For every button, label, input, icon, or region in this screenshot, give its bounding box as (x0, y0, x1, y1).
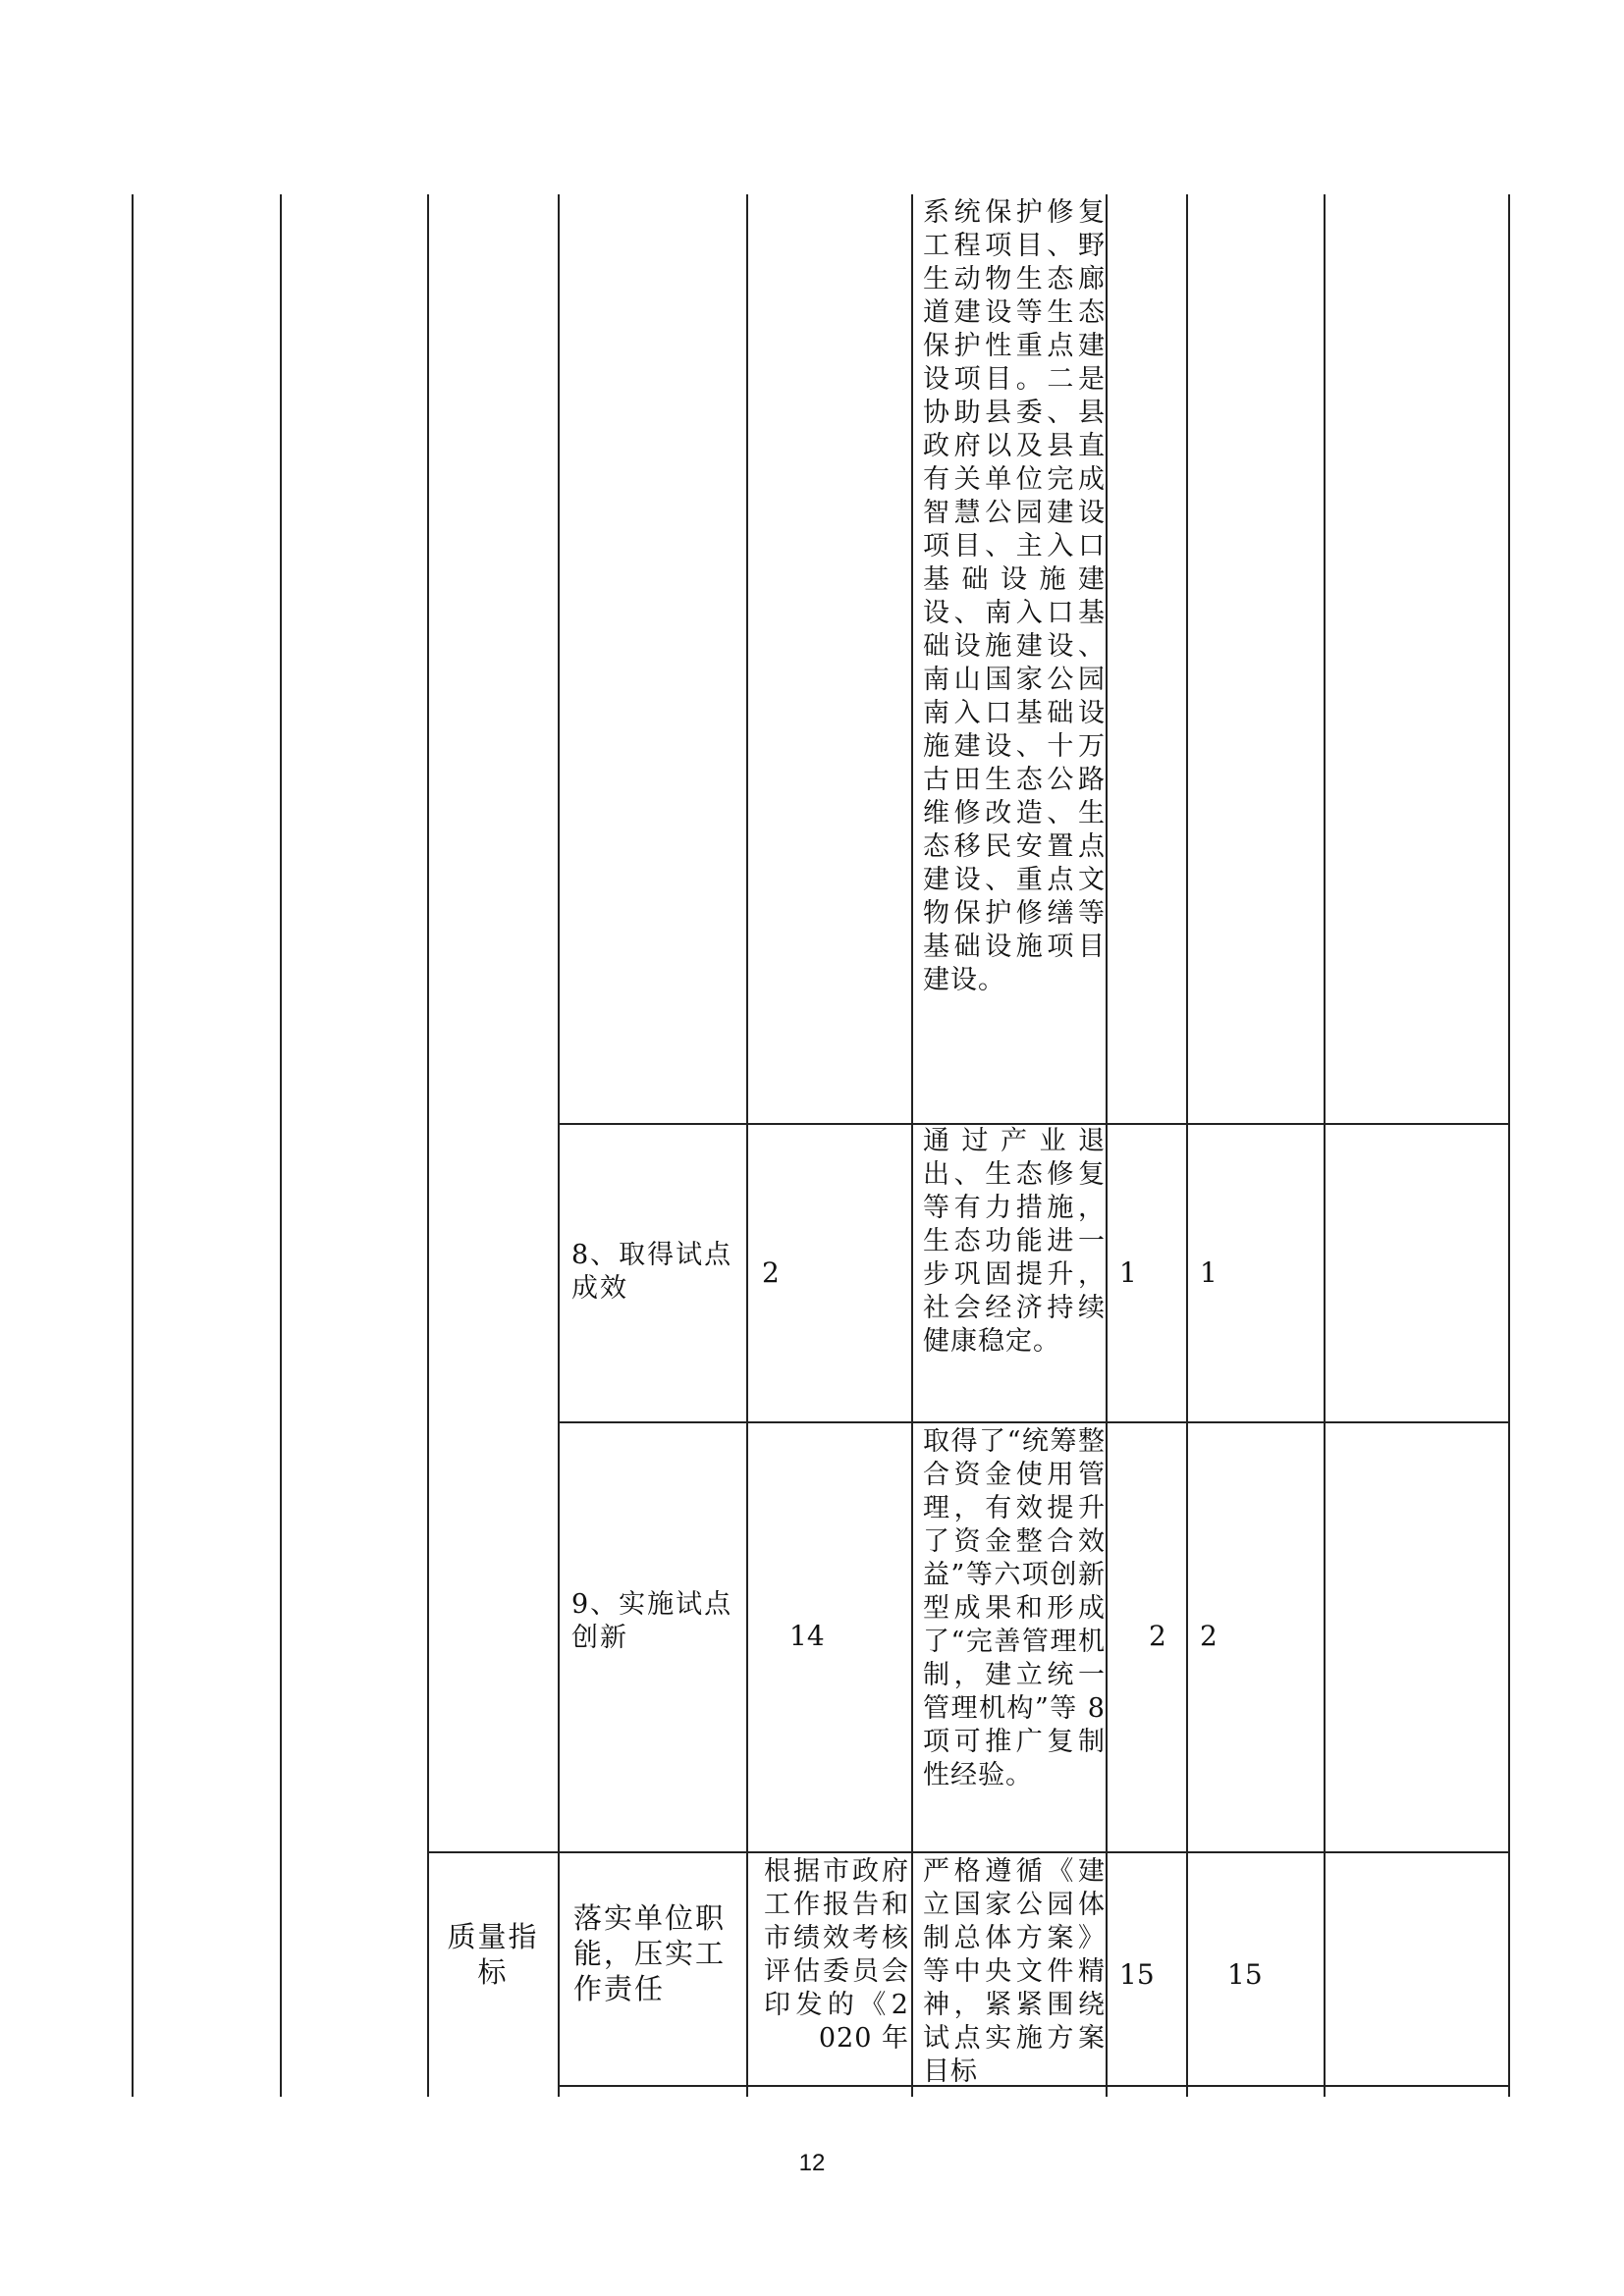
col-line-3 (427, 194, 429, 2097)
row-line-3 (427, 1851, 1510, 1853)
quality-actual: 15 (1227, 1958, 1263, 1991)
row8-actual: 1 (1200, 1256, 1218, 1289)
col-line-9 (1324, 194, 1326, 2097)
col-line-6 (911, 194, 913, 2097)
row8-description: 通过产业退出、生态修复等有力措施，生态功能进一步巩固提升，社会经济持续健康稳定。 (923, 1126, 1106, 1357)
row8-indicator: 8、取得试点成效 (571, 1240, 733, 1304)
continued-description: 系统保护修复工程项目、野生动物生态廊道建设等生态保护性重点建设项目。二是协助县委、县政府以及县直有关单位完成智慧公园建设项目、主入口基础设施建设、南入口基础设施建设、南山国家公园南入口基础设施建设、十万古田生态公路维修改造、生态移民安置点建设、重点文物保护修缮等基础设施项目建设。 (923, 197, 1106, 995)
quality-score: 15 (1119, 1958, 1155, 1991)
col-line-10 (1508, 194, 1510, 2097)
row8-score: 1 (1119, 1256, 1137, 1289)
col-line-5 (746, 194, 748, 2097)
col-line-7 (1106, 194, 1108, 2097)
row9-description: 取得了“统筹整合资金使用管理，有效提升了资金整合效益”等六项创新型成果和形成了“完善管理机制，建立统一管理机构”等 8 项可推广复制性经验。 (923, 1426, 1106, 1790)
quality-target: 根据市政府工作报告和市绩效考核评估委员会印发的《2020 年 (764, 1856, 909, 2054)
quality-indicator: 落实单位职能，压实工作责任 (573, 1901, 727, 2005)
row9-actual: 2 (1200, 1620, 1218, 1652)
row-line-2 (558, 1421, 1510, 1423)
row9-target: 14 (789, 1620, 825, 1652)
col-line-4 (558, 194, 560, 2097)
row9-indicator: 9、实施试点创新 (571, 1589, 733, 1653)
row9-score: 2 (1149, 1620, 1166, 1652)
page-number: 12 (798, 2150, 826, 2176)
col-line-2 (280, 194, 282, 2097)
quality-description: 严格遵循《建立国家公园体制总体方案》等中央文件精神，紧紧围绕试点实施方案目标 (923, 1856, 1106, 2087)
quality-category: 质量指标 (447, 1920, 539, 1989)
row8-target: 2 (762, 1256, 780, 1289)
col-line-1 (132, 194, 134, 2097)
col-line-8 (1186, 194, 1188, 2097)
